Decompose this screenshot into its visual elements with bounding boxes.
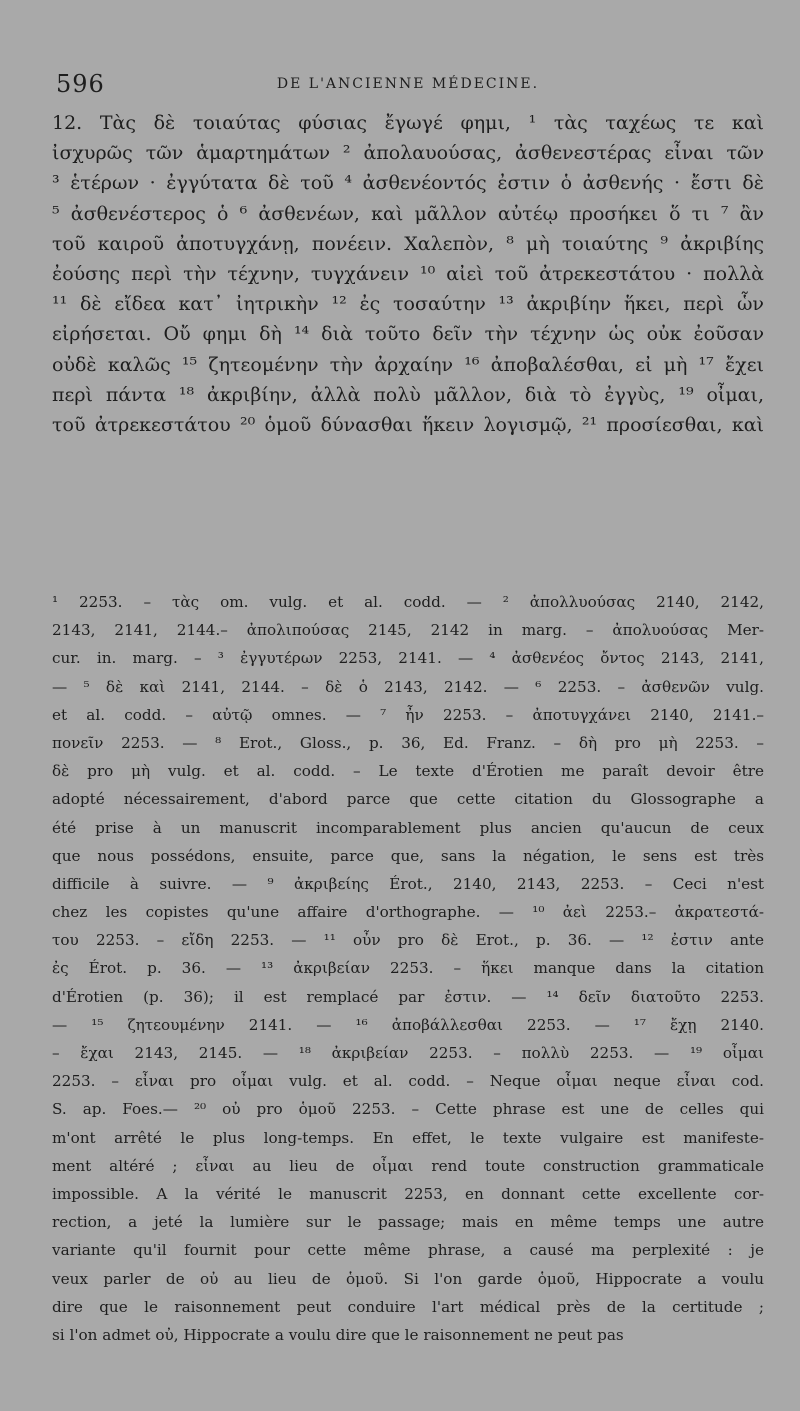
- footnote-line: πονεῖν 2253. — ⁸ Erot., Gloss., p. 36, Ed. Franz. – δὴ pro μὴ 2253. –: [52, 733, 764, 752]
- main-text-line: ἐούσης περὶ τὴν τέχνην, τυγχάνειν ¹⁰ αἰεὶ τοῦ ἀτρεκεστάτου · πολλὰ: [52, 262, 764, 285]
- footnote-line: 2143, 2141, 2144.– ἀπολιπούσας 2145, 2142 in marg. – ἀπολυούσας Mer-: [52, 621, 764, 640]
- footnote-line: – ἔχαι 2143, 2145. — ¹⁸ ἀκριβείαν 2253. – πολλὺ 2253. — ¹⁹ οἶμαι: [52, 1044, 764, 1062]
- page-number: 596: [56, 70, 105, 98]
- running-head: [56, 70, 760, 100]
- footnote-line: — ⁵ δὲ καὶ 2141, 2144. – δὲ ὁ 2143, 2142. — ⁶ 2253. – ἀσθενῶν vulg.: [52, 677, 764, 696]
- footnote-line: S. ap. Foes.— ²⁰ οὐ pro ὁμοῦ 2253. – Cette phrase est une de celles qui: [52, 1100, 764, 1119]
- footnote-line: ment altéré ; εἶναι au lieu de οἶμαι rend toute construction grammaticale: [52, 1156, 764, 1175]
- footnote-line: — ¹⁵ ζητεουμένην 2141. — ¹⁶ ἀποβάλλεσθαι 2253. — ¹⁷ ἔχῃ 2140.: [52, 1015, 764, 1034]
- footnote-line: adopté nécessairement, d'abord parce que cette citation du Glossographe a: [52, 790, 764, 809]
- footnote-line: του 2253. – εἴδη 2253. — ¹¹ οὖν pro δὲ Erot., p. 36. — ¹² ἐστιν ante: [52, 931, 764, 950]
- footnote-line: ¹ 2253. – τὰς om. vulg. et al. codd. — ² ἀπολλυούσας 2140, 2142,: [52, 593, 764, 611]
- footnote-line: ἐς Érot. p. 36. — ¹³ ἀκριβείαν 2253. – ἥκει manque dans la citation: [52, 959, 764, 978]
- running-title: DE L'ANCIENNE MÉDECINE.: [276, 76, 540, 92]
- main-text-line: ³ ἑτέρων · ἐγγύτατα δὲ τοῦ ⁴ ἀσθενέοντός ἐστιν ὁ ἀσθενής · ἔστι δὲ: [52, 172, 764, 195]
- footnote-line: 2253. – εἶναι pro οἶμαι vulg. et al. codd. – Neque οἶμαι neque εἶναι cod.: [52, 1072, 764, 1091]
- main-text-line: τοῦ ἀτρεκεστάτου ²⁰ ὁμοῦ δύνασθαι ἥκειν λογισμῷ, ²¹ προσίεσθαι, καὶ: [52, 413, 764, 436]
- footnote-line: que nous possédons, ensuite, parce que, sans la négation, le sens est très: [52, 846, 764, 865]
- main-text-line: οὐδὲ καλῶς ¹⁵ ζητεομένην τὴν ἀρχαίην ¹⁶ ἀποβαλέσθαι, εἰ μὴ ¹⁷ ἔχει: [52, 353, 764, 376]
- footnote-line: difficile à suivre. — ⁹ ἀκριβείης Érot., 2140, 2143, 2253. – Ceci n'est: [52, 874, 764, 893]
- footnote-line: et al. codd. – αὐτῷ omnes. — ⁷ ἦν 2253. – ἀποτυγχάνει 2140, 2141.–: [52, 705, 764, 724]
- footnote-line: impossible. A la vérité le manuscrit 2253, en donnant cette excellente cor-: [52, 1184, 764, 1203]
- main-text-line: ⁵ ἀσθενέστερος ὁ ⁶ ἀσθενέων, καὶ μᾶλλον αὐτέῳ προσήκει ὅ τι ⁷ ἂν: [52, 202, 764, 225]
- footnote-line: variante qu'il fournit pour cette même phrase, a causé ma perplexité : je: [52, 1241, 764, 1260]
- footnotes: [52, 588, 764, 1349]
- main-text-line: ¹¹ δὲ εἴδεα κατ᾽ ἰητρικὴν ¹² ἐς τοσαύτην ¹³ ἀκριβίην ἥκει, περὶ ὧν: [52, 293, 764, 316]
- footnote-line: été prise à un manuscrit incomparablement plus ancien qu'aucun de ceux: [52, 818, 764, 837]
- footnote-line: m'ont arrêté le plus long-temps. En effet, le texte vulgaire est manifeste-: [52, 1128, 764, 1147]
- greek-main-text: [52, 108, 764, 440]
- footnote-line: dire que le raisonnement peut conduire l'art médical près de la certitude ;: [52, 1297, 764, 1316]
- main-text-line: ἰσχυρῶς τῶν ἁμαρτημάτων ² ἀπολαυούσας, ἀσθενεστέρας εἶναι τῶν: [52, 142, 764, 165]
- footnote-line: chez les copistes qu'une affaire d'orthographe. — ¹⁰ ἀεὶ 2253.– ἀκρατεστά-: [52, 903, 764, 922]
- main-text-line: 12. Τὰς δὲ τοιαύτας φύσιας ἔγωγέ φημι, ¹ τὰς ταχέως τε καὶ: [52, 112, 764, 134]
- main-text-line: τοῦ καιροῦ ἀποτυγχάνῃ, πονέειν. Χαλεπὸν, ⁸ μὴ τοιαύτης ⁹ ἀκριβίης: [52, 232, 764, 255]
- footnote-line: si l'on admet οὐ, Hippocrate a voulu dire que le raisonnement ne peut pas: [52, 1325, 624, 1344]
- footnote-line: δὲ pro μὴ vulg. et al. codd. – Le texte d'Érotien me paraît devoir être: [52, 762, 764, 781]
- footnote-line: rection, a jeté la lumière sur le passage; mais en même temps une autre: [52, 1213, 764, 1232]
- main-text-line: περὶ πάντα ¹⁸ ἀκριβίην, ἀλλὰ πολὺ μᾶλλον, διὰ τὸ ἐγγὺς, ¹⁹ οἶμαι,: [52, 383, 764, 406]
- footnote-line: veux parler de οὐ au lieu de ὁμοῦ. Si l'on garde ὁμοῦ, Hippocrate a voulu: [52, 1269, 764, 1288]
- footnote-line: cur. in. marg. – ³ ἐγγυτέρων 2253, 2141. — ⁴ ἀσθενέος ὄντος 2143, 2141,: [52, 649, 764, 668]
- footnote-line: d'Érotien (p. 36); il est remplacé par ἐστιν. — ¹⁴ δεῖν διατοῦτο 2253.: [52, 987, 764, 1006]
- main-text-line: εἰρήσεται. Οὔ φημι δὴ ¹⁴ διὰ τοῦτο δεῖν τὴν τέχνην ὡς οὐκ ἐοῦσαν: [52, 323, 764, 346]
